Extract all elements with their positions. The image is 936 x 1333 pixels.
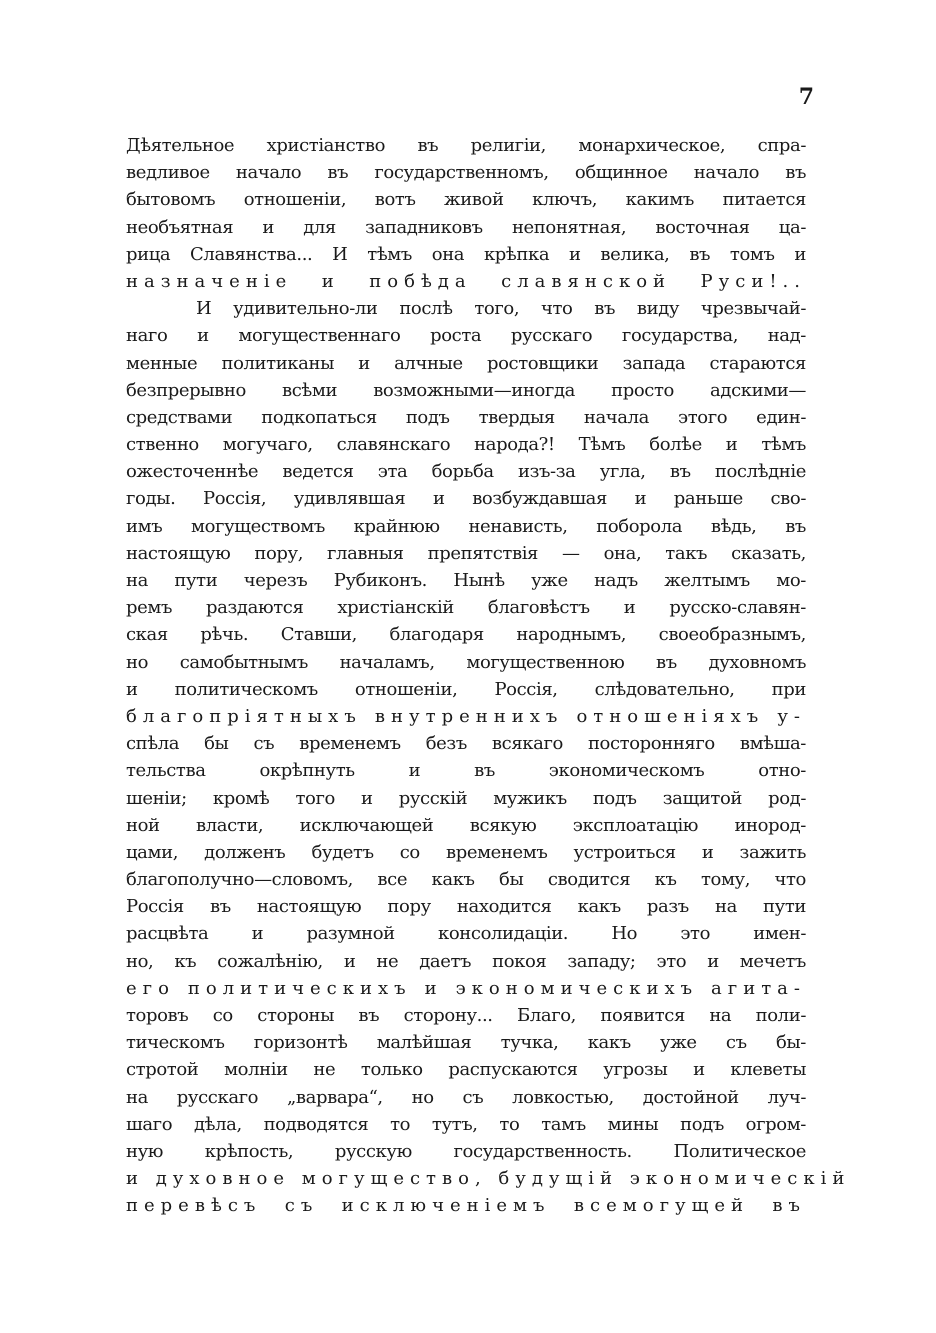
text-line: средствами подкопаться подъ твердыя начала этого един- [126, 406, 806, 428]
text-line: годы. Россія, удивлявшая и возбуждавшая и раньше сво- [126, 488, 806, 510]
text-line: на пути черезъ Рубиконъ. Нынѣ уже надъ желтымъ мо- [126, 570, 806, 591]
page-number: 7 [798, 84, 814, 110]
text-line: перевѣсъ съ исключеніемъ всемогущей въ [126, 1195, 806, 1217]
text-line: и политическомъ отношеніи, Россія, слѣдовательно, при [126, 678, 806, 700]
text-line: безпрерывно всѣми возможными—иногда просто адскими— [126, 379, 806, 401]
text-line: менные политиканы и алчные ростовщики запада стараются [126, 352, 806, 374]
text-line: благопріятныхъ внутреннихъ отношеніяхъ у- [126, 705, 806, 727]
text-line: Россія въ настоящую пору находится какъ разъ на пути [126, 896, 806, 918]
text-line: стротой молніи не только распускаются угрозы и клеветы [126, 1059, 806, 1081]
text-line: рица Славянства... И тѣмъ она крѣпка и велика, въ томъ и [126, 243, 806, 265]
text-line: тельства окрѣпнуть и въ экономическомъ отно- [126, 760, 806, 782]
text-line: И удивительно-ли послѣ того, что въ виду чрезвычай- [196, 298, 806, 320]
text-line: но самобытнымъ началамъ, могущественною въ духовномъ [126, 651, 806, 673]
text-line: наго и могущественнаго роста русскаго государства, над- [126, 325, 806, 347]
text-line: но, къ сожалѣнію, и не даетъ покоя западу; это и мечетъ [126, 950, 806, 972]
text-line: и духовное могущество, будущій экономическій [126, 1168, 851, 1190]
text-line: тическомъ горизонтѣ малѣйшая тучка, какъ уже съ бы- [126, 1032, 806, 1054]
text-line: цами, долженъ будетъ со временемъ устроиться и зажить [126, 841, 806, 863]
text-line: шаго дѣла, подводятся то тутъ, то тамъ мины подъ огром- [126, 1113, 806, 1135]
body-text [126, 132, 851, 1220]
text-line: имъ могуществомъ крайнюю ненависть, поборола вѣдь, въ [126, 515, 806, 537]
text-line: ремъ раздаются христіанскій благовѣстъ и русско-славян- [126, 597, 806, 619]
text-line: расцвѣта и разумной консолидаціи. Но это имен- [126, 923, 806, 945]
text-line: благополучно—словомъ, все какъ бы сводится къ тому, что [126, 869, 806, 891]
text-line: торовъ со стороны въ сторону... Благо, появится на поли- [126, 1005, 806, 1026]
text-line: ной власти, исключающей всякую эксплоатацію инород- [126, 814, 806, 836]
text-line: ожесточеннѣе ведется эта борьба изъ-за угла, въ послѣдніе [126, 461, 806, 483]
text-line: ская рѣчь. Ставши, благодаря народнымъ, своеобразнымъ, [126, 624, 806, 646]
text-line: назначеніе и побѣда славянской Руси!.. [126, 270, 806, 292]
text-line: его политическихъ и экономическихъ агита- [126, 977, 806, 999]
text-line: бытовомъ отношеніи, вотъ живой ключъ, какимъ питается [126, 189, 806, 211]
text-line: необъятная и для западниковъ непонятная, восточная ца- [126, 216, 806, 238]
text-line: ведливое начало въ государственномъ, общинное начало въ [126, 162, 806, 184]
text-line: ственно могучаго, славянскаго народа?! Тѣмъ болѣе и тѣмъ [126, 434, 806, 456]
text-line: настоящую пору, главныя препятствія — она, такъ сказать, [126, 542, 806, 564]
text-line: на русскаго „варвара“, но съ ловкостью, достойной луч- [126, 1086, 806, 1108]
text-line: Дѣятельное христіанство въ религіи, монархическое, спра- [126, 135, 806, 156]
text-line: ную крѣпость, русскую государственность. Политическое [126, 1140, 806, 1162]
text-line: спѣла бы съ временемъ безъ всякаго посторонняго вмѣша- [126, 733, 806, 755]
text-line: шеніи; кромѣ того и русскій мужикъ подъ защитой род- [126, 787, 806, 809]
